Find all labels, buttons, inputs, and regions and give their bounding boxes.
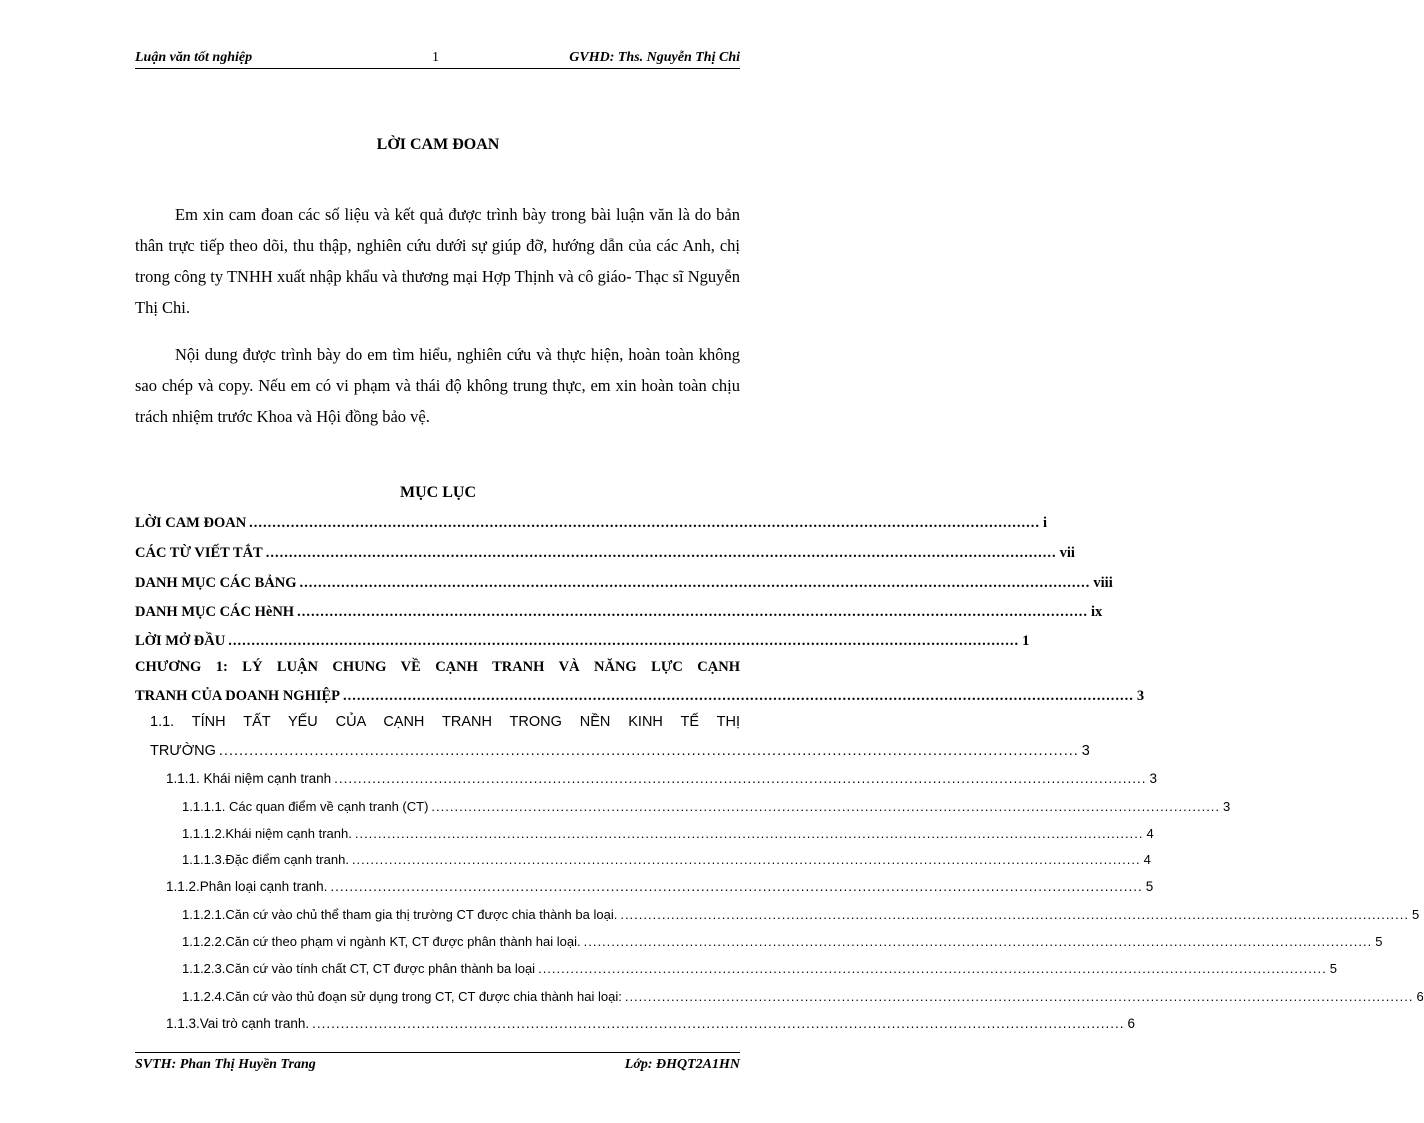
toc-entry-page: 3 [1081,743,1090,759]
toc-entry-page: 3 [1223,799,1231,814]
toc-entry-text: 1.1.1.1. Các quan điểm về cạnh tranh (CT) [182,799,429,814]
toc-entry-text: 1.1.1.2.Khái niệm cạnh tranh. [182,826,352,841]
toc-entry-text: 1.1.1.3.Đặc điểm cạnh tranh. [182,852,349,867]
toc-entry-text: TRƯỜNG [150,743,216,759]
toc-entry-text: DANH MỤC CÁC BẢNG [135,575,297,591]
toc-entry-page: 5 [1375,934,1383,949]
declaration-paragraph-1: Em xin cam đoan các số liệu và kết quả được trình bày trong bài luận văn là do bản thân trực tiếp theo dõi, thu thập, nghiên cứu dưới sự giúp đỡ, hướng dẫn của các Anh, chị trong công ty TNHH xuất nhập khẩu và thương mại Hợp Thịnh và cô giáo- Thạc sĩ Nguyễn Thị Chi. [135,205,740,317]
toc-entry[interactable] [182,961,1337,987]
page-footer [135,1057,740,1077]
toc-entry[interactable] [135,515,1048,541]
toc-entry-text: 1.1.3.Vai trò cạnh tranh. [166,1016,310,1031]
toc-leader: ........................................................................................................................................................................... [249,515,1041,531]
toc-entry-text: 1.1.2.4.Căn cứ vào thủ đoạn sử dụng trong CT, CT được chia thành hai loại: [182,989,622,1004]
toc-entry-page: viii [1093,575,1113,591]
header-rule [135,68,740,69]
toc-entry-page: 5 [1145,879,1154,894]
toc-leader: ........................................................................................................................................................................... [583,934,1373,949]
toc-leader: ........................................................................................................................................................................... [354,826,1144,841]
toc-leader: ........................................................................................................................................................................... [228,633,1020,649]
page-header [135,50,740,70]
toc-entry-page: 4 [1143,852,1151,867]
toc-leader: ........................................................................................................................................................................... [620,907,1409,922]
toc-entry-page: 3 [1149,771,1158,786]
toc-leader: ........................................................................................................................................................................... [312,1016,1125,1031]
toc-entry[interactable] [182,989,1424,1015]
toc-leader: ........................................................................................................................................................................... [538,961,1327,976]
toc-entry[interactable] [135,545,1075,571]
toc-title: MỤC LỤC [400,484,476,501]
toc-entry[interactable] [150,743,1090,769]
header-advisor: GVHD: Ths. Nguyễn Thị Chi [569,50,740,65]
toc-entry-text-line1[interactable]: 1.1. TÍNH TẤT YẾU CỦA CẠNH TRANH TRONG NỀN KINH TẾ THỊ [150,714,740,730]
toc-entry-page: vii [1059,545,1075,561]
toc-entry[interactable] [166,771,1158,797]
footer-rule [135,1052,740,1053]
toc-entry-text: 1.1.2.Phân loại cạnh tranh. [166,879,328,894]
toc-entry-text: LỜI MỞ ĐẦU [135,633,226,649]
toc-entry-text-line1[interactable]: CHƯƠNG 1: LÝ LUẬN CHUNG VỀ CẠNH TRANH VÀ NĂNG LỰC CẠNH [135,659,740,675]
toc-entry-text: 1.1.2.2.Căn cứ theo phạm vi ngành KT, CT được phân thành hai loại. [182,934,581,949]
toc-entry-page: 3 [1136,688,1145,704]
toc-entry-text: 1.1.1. Khái niệm cạnh tranh [166,771,332,786]
toc-entry[interactable] [182,907,1420,933]
toc-leader: ........................................................................................................................................................................... [431,799,1221,814]
toc-entry-text: LỜI CAM ĐOAN [135,515,247,531]
toc-leader: ........................................................................................................................................................................... [343,688,1134,704]
toc-entry[interactable] [182,852,1151,878]
toc-leader: ........................................................................................................................................................................... [351,852,1141,867]
toc-entry[interactable] [135,688,1145,714]
header-page-number: 1 [432,50,439,65]
toc-entry[interactable] [166,1016,1135,1042]
toc-entry[interactable] [166,879,1154,905]
toc-entry[interactable] [135,633,1030,659]
toc-leader: ........................................................................................................................................................................... [624,989,1414,1004]
toc-entry[interactable] [135,575,1113,601]
toc-entry[interactable] [182,934,1383,960]
toc-leader: ........................................................................................................................................................................... [330,879,1143,894]
toc-entry-text: TRANH CỦA DOANH NGHIỆP [135,688,341,704]
toc-entry-text: DANH MỤC CÁC HèNH [135,604,295,620]
toc-leader: ........................................................................................................................................................................... [334,771,1147,786]
toc-leader: ........................................................................................................................................................................... [218,743,1079,759]
declaration-title: LỜI CAM ĐOAN [376,136,500,153]
toc-entry[interactable] [182,826,1154,852]
toc-entry-page: ix [1090,604,1103,620]
toc-entry[interactable] [182,799,1231,825]
toc-entry[interactable] [135,604,1103,630]
toc-leader: ........................................................................................................................................................................... [297,604,1088,620]
toc-entry-page: 4 [1146,826,1154,841]
footer-class: Lớp: ĐHQT2A1HN [624,1057,740,1072]
toc-entry-page: 1 [1022,633,1030,649]
footer-student: SVTH: Phan Thị Huyền Trang [135,1057,316,1072]
toc-entry-text: CÁC TỪ VIẾT TẮT [135,545,263,561]
header-thesis-label: Luận văn tốt nghiệp [135,50,253,65]
toc-leader: ........................................................................................................................................................................... [299,575,1091,591]
toc-entry-page: 6 [1127,1016,1135,1031]
toc-entry-text: 1.1.2.1.Căn cứ vào chủ thể tham gia thị trường CT được chia thành ba loại. [182,907,618,922]
toc-leader: ........................................................................................................................................................................... [265,545,1057,561]
toc-entry-page: 5 [1411,907,1420,922]
toc-entry-text: 1.1.2.3.Căn cứ vào tính chất CT, CT được phân thành ba loại [182,961,536,976]
declaration-paragraph-2: Nội dung được trình bày do em tìm hiểu, nghiên cứu và thực hiện, hoàn toàn không sao chép và copy. Nếu em có vi phạm và thái độ không trung thực, em xin hoàn toàn chịu trách nhiệm trước Khoa và Hội đồng bảo vệ. [135,345,740,426]
toc-entry-page: 5 [1329,961,1337,976]
toc-entry-page: 6 [1416,989,1424,1004]
toc-entry-page: i [1043,515,1048,531]
